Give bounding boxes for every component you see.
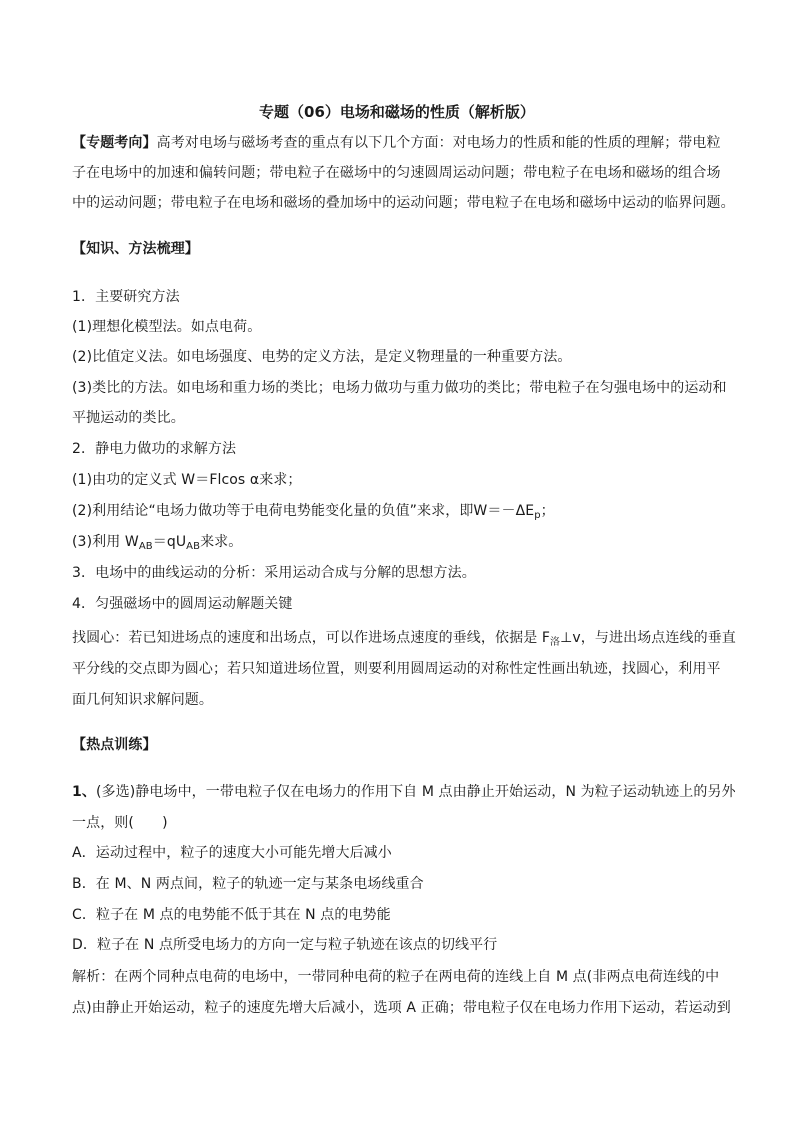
item-4-heading: 4．匀强磁场中的圆周运动解题关键 xyxy=(72,596,293,612)
analysis-line-1: 解析：在两个同种点电荷的电场中，一带同种电荷的粒子在两电荷的连线上自 M 点(非两点电荷连线的中 xyxy=(72,969,720,985)
item-4a-line-1 xyxy=(72,628,736,653)
item-4a-line-2: 平分线的交点即为圆心；若只知道进场位置，则要利用圆周运动的对称性定性画出轨迹，找圆心，利用平 xyxy=(72,661,721,677)
option-c: C．粒子在 M 点的电势能不低于其在 N 点的电势能 xyxy=(72,907,391,923)
intro-line-2: 子在电场中的加速和偏转问题；带电粒子在磁场中的匀速圆周运动问题；带电粒子在电场和磁场的组合场 xyxy=(72,165,721,181)
item-2c-mid: ＝qU xyxy=(152,534,187,550)
item-4a-line-3: 面几何知识求解问题。 xyxy=(72,692,213,708)
item-1b: (2)比值定义法。如电场强度、电势的定义方法，是定义物理量的一种重要方法。 xyxy=(72,349,572,365)
section-heading-knowledge: 【知识、方法梳理】 xyxy=(72,241,199,257)
item-2-heading: 2．静电力做功的求解方法 xyxy=(72,441,237,457)
item-1c-line-1: (3)类比的方法。如电场和重力场的类比；电场力做功与重力做功的类比；带电粒子在匀强电场中的运动和 xyxy=(72,380,727,396)
intro-line-3: 中的运动问题；带电粒子在电场和磁场的叠加场中的运动问题；带电粒子在电场和磁场中运动的临界问题。 xyxy=(72,195,735,211)
intro-text-1: 高考对电场与磁场考查的重点有以下几个方面：对电场力的性质和能的性质的理解；带电粒 xyxy=(156,135,721,151)
question-1-line-2: 一点，则( ) xyxy=(72,815,168,831)
page-title: 专题（06）电场和磁场的性质（解析版） xyxy=(259,103,535,121)
item-2c-sub-1: AB xyxy=(138,541,153,552)
question-1-line-1 xyxy=(72,782,736,802)
item-1a: (1)理想化模型法。如点电荷。 xyxy=(72,319,262,335)
item-2c-sub-2: AB xyxy=(186,541,201,552)
option-d: D．粒子在 N 点所受电场力的方向一定与粒子轨迹在该点的切线平行 xyxy=(72,937,498,953)
option-b: B．在 M、N 两点间，粒子的轨迹一定与某条电场线重合 xyxy=(72,876,424,892)
item-4a-sub: 洛 xyxy=(550,637,561,648)
item-1-heading: 1．主要研究方法 xyxy=(72,289,180,305)
item-4a-end: ⊥v，与进出场点连线的垂直 xyxy=(560,630,736,646)
item-2c xyxy=(72,532,732,557)
item-2b-end: ； xyxy=(540,503,555,519)
analysis-line-2: 点)由静止开始运动，粒子的速度先增大后减小，选项 A 正确；带电粒子仅在电场力作用下运动，若运动到 xyxy=(72,1000,731,1016)
item-1c-line-2: 平抛运动的类比。 xyxy=(72,410,185,426)
intro-label: 【专题考向】 xyxy=(72,135,157,151)
option-a: A．运动过程中，粒子的速度大小可能先增大后减小 xyxy=(72,845,392,861)
item-2a: (1)由功的定义式 W＝Flcos α来求； xyxy=(72,472,302,488)
item-2b xyxy=(72,501,732,526)
section-heading-hotspot: 【热点训练】 xyxy=(72,737,157,753)
item-2c-end: 来求。 xyxy=(200,534,243,550)
item-3: 3．电场中的曲线运动的分析：采用运动合成与分解的思想方法。 xyxy=(72,565,476,581)
intro-line-1 xyxy=(72,133,732,153)
item-2b-text: (2)利用结论“电场力做功等于电荷电势能变化量的负值”来求，即W＝－ΔE xyxy=(72,503,535,519)
question-1-text: (多选)静电场中，一带电粒子仅在电场力的作用下自 M 点由静止开始运动，N 为粒子运动轨迹上的另外 xyxy=(95,784,736,800)
item-2b-sub: p xyxy=(534,510,541,521)
item-2c-text: (3)利用 W xyxy=(72,534,139,550)
item-4a-text: 找圆心：若已知进场点的速度和出场点，可以作进场点速度的垂线，依据是 F xyxy=(72,630,551,646)
question-1-number: 1、 xyxy=(72,784,96,800)
